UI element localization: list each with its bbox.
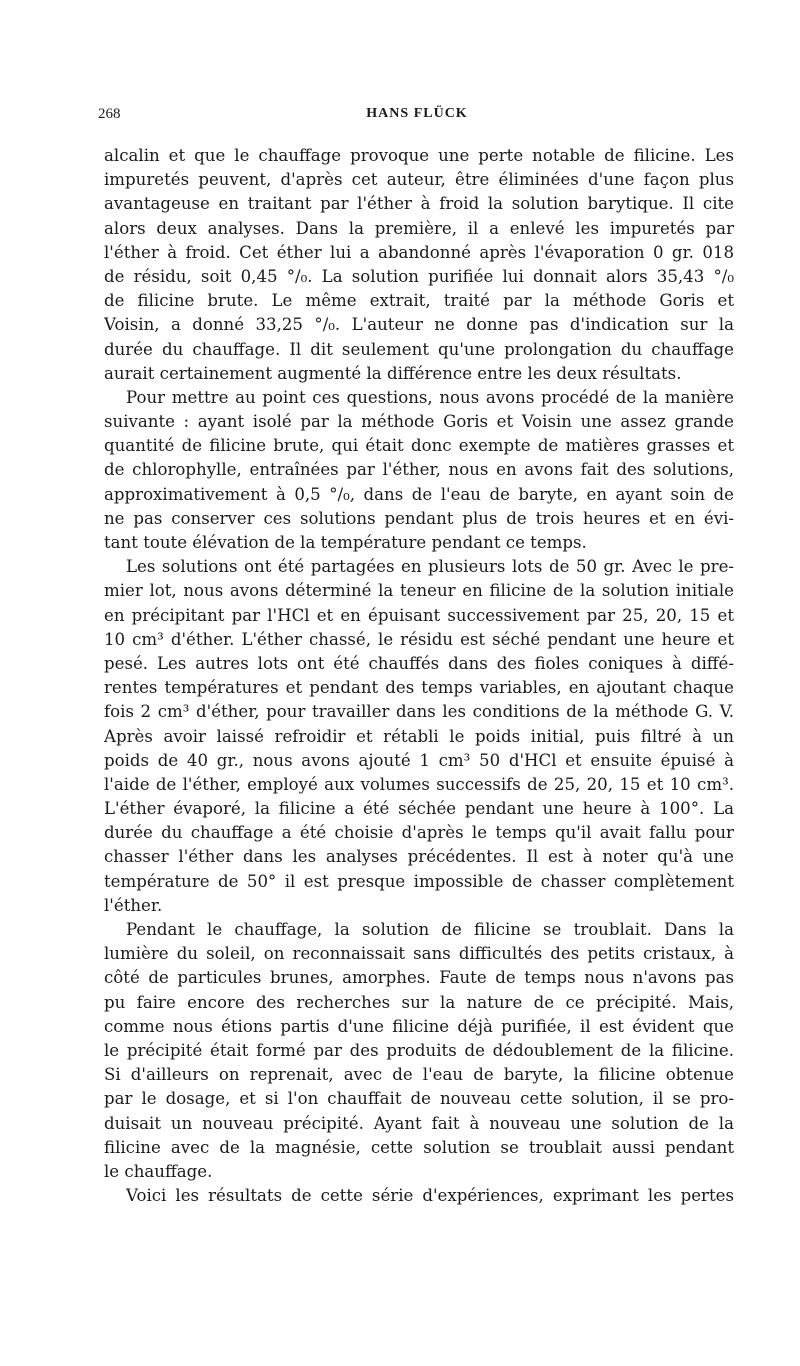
text-line: durée du chauffage a été choisie d'après le temps qu'il avait fallu pour <box>104 823 734 843</box>
text-line: en précipitant par l'HCl et en épuisant successivement par 25, 20, 15 et <box>104 605 734 625</box>
text-line: approximativement à 0,5 °/₀, dans de l'eau de baryte, en ayant soin de <box>104 484 734 504</box>
text-line: suivante : ayant isolé par la méthode Goris et Voisin une assez grande <box>104 412 734 432</box>
text-line: l'éther à froid. Cet éther lui a abandonné après l'évaporation 0 gr. 018 <box>104 242 734 262</box>
text-line: Voisin, a donné 33,25 °/₀. L'auteur ne donne pas d'indication sur la <box>104 315 734 335</box>
text-line: Voici les résultats de cette série d'expériences, exprimant les pertes <box>126 1186 734 1206</box>
text-line: alcalin et que le chauffage provoque une perte notable de filicine. Les <box>104 146 734 165</box>
text-line: tant toute élévation de la température pendant ce temps. <box>104 533 587 552</box>
text-line: alors deux analyses. Dans la première, il a enlevé les impuretés par <box>104 218 734 238</box>
text-line: durée du chauffage. Il dit seulement qu'une prolongation du chauffage <box>104 339 734 359</box>
text-line: de filicine brute. Le même extrait, traité par la méthode Goris et <box>104 291 734 311</box>
text-line: de chlorophylle, entraînées par l'éther, nous en avons fait des solutions, <box>104 460 734 480</box>
text-line: mier lot, nous avons déterminé la teneur en filicine de la solution initiale <box>104 581 734 601</box>
text-line: 10 cm³ d'éther. L'éther chassé, le résidu est séché pendant une heure et <box>104 629 734 649</box>
page-number: 268 <box>98 106 121 122</box>
text-line: rentes températures et pendant des temps variables, en ajoutant chaque <box>104 678 734 698</box>
page-header <box>98 106 736 126</box>
text-line: avantageuse en traitant par l'éther à froid la solution barytique. Il cite <box>104 194 734 214</box>
text-line: le chauffage. <box>104 1161 213 1181</box>
text-line: Après avoir laissé refroidir et rétabli le poids initial, puis filtré à un <box>104 726 734 746</box>
text-line: lumière du soleil, on reconnaissait sans difficultés des petits cristaux, à <box>104 944 734 964</box>
text-line: Pendant le chauffage, la solution de filicine se troublait. Dans la <box>126 920 734 939</box>
text-line: par le dosage, et si l'on chauffait de nouveau cette solution, il se pro- <box>104 1089 734 1109</box>
text-line: comme nous étions partis d'une filicine déjà purifiée, il est évident que <box>104 1016 734 1036</box>
text-line: Pour mettre au point ces questions, nous avons procédé de la manière <box>126 387 734 407</box>
text-line: côté de particules brunes, amorphes. Faute de temps nous n'avons pas <box>104 968 734 988</box>
text-line: L'éther évaporé, la filicine a été séchée pendant une heure à 100°. La <box>104 799 734 819</box>
text-line: l'aide de l'éther, employé aux volumes successifs de 25, 20, 15 et 10 cm³. <box>104 774 734 794</box>
text-line: chasser l'éther dans les analyses précédentes. Il est à noter qu'à une <box>104 847 734 867</box>
text-line: de résidu, soit 0,45 °/₀. La solution purifiée lui donnait alors 35,43 °/₀ <box>104 266 734 286</box>
text-line: poids de 40 gr., nous avons ajouté 1 cm³ 50 d'HCl et ensuite épuisé à <box>104 750 734 770</box>
text-line: duisait un nouveau précipité. Ayant fait à nouveau une solution de la <box>104 1113 734 1133</box>
text-line: Les solutions ont été partagées en plusieurs lots de 50 gr. Avec le pre- <box>126 557 734 577</box>
text-line: l'éther. <box>104 895 163 915</box>
text-line: ne pas conserver ces solutions pendant plus de trois heures et en évi- <box>104 508 734 528</box>
text-line: Si d'ailleurs on reprenait, avec de l'eau de baryte, la filicine obtenue <box>104 1065 734 1085</box>
text-line: quantité de filicine brute, qui était donc exempte de matières grasses et <box>104 436 734 456</box>
text-line: filicine avec de la magnésie, cette solution se troublait aussi pendant <box>104 1137 734 1157</box>
running-title: HANS FLÜCK <box>366 106 468 121</box>
text-line: pu faire encore des recherches sur la nature de ce précipité. Mais, <box>104 992 734 1012</box>
text-line: le précipité était formé par des produits de dédoublement de la filicine. <box>104 1040 734 1060</box>
text-line: température de 50° il est presque impossible de chasser complètement <box>104 871 734 891</box>
text-line: impuretés peuvent, d'après cet auteur, être éliminées d'une façon plus <box>104 170 734 190</box>
body-text <box>104 144 734 1208</box>
text-line: pesé. Les autres lots ont été chauffés dans des fioles coniques à diffé- <box>104 653 734 673</box>
text-line: fois 2 cm³ d'éther, pour travailler dans les conditions de la méthode G. V. <box>104 702 734 722</box>
text-line: aurait certainement augmenté la différence entre les deux résultats. <box>104 363 682 383</box>
